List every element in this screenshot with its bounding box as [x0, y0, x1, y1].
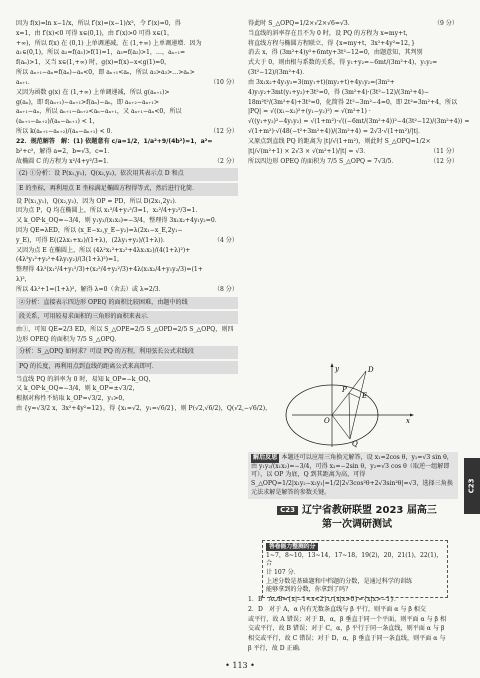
text-line [248, 138, 458, 147]
exam-title-line2: 第一次调研测试 [322, 518, 392, 530]
text-line [16, 405, 272, 414]
line-text: x=1，由 f′(x)<0 可得 x∈(0,1)，由 f′(x)>0 可得 x∈(1， [16, 29, 174, 37]
line-text: |PQ| = √((x₁−x₂)²+(y₁−y₂)²) = √(m²+1) · [248, 108, 371, 116]
text-line [16, 266, 238, 275]
line-text: 1．B A∪B={x|−1<x<2}∪{x|x>0}={x|x>−1}． [248, 596, 401, 603]
text-line [16, 183, 238, 196]
text-line [248, 148, 458, 157]
text-line [16, 395, 238, 404]
label-p: P [342, 386, 347, 394]
line-text: 因为 QE=λED，所以 (x_E−x₂,y_E−y₂)=λ(2x₁−x_E,2y₁− [16, 227, 183, 234]
line-text: 当直线的斜率存在且不为 0 时，设 PQ 的方程为 x=my+t， [248, 29, 412, 37]
line-text: (3t²−12)/(3m²+4)． [248, 69, 309, 77]
label-y: y [335, 365, 339, 373]
line-text: 又因为函数 g(x) 在 (1,+∞) 上单调递减，所以 g(aₙ₊₁)> [16, 88, 170, 96]
text-line [16, 256, 238, 265]
text-line [248, 645, 460, 654]
summary-line: 上述分数是基础题和中档题的分数，是通过科学的训练 [266, 577, 413, 585]
score-summary-box [262, 540, 448, 598]
page-number: • 113 • [225, 661, 255, 670]
text-line [16, 158, 238, 167]
exam-badge: C23 [277, 506, 298, 515]
line-text: y_E)，可得 E((2λx₁+x₂)/(1+λ)，(2λy₁+y₂)/(1+λ))． [16, 236, 169, 244]
label-o: O [324, 417, 330, 425]
text-line [16, 138, 238, 147]
line-text: g(aₙ)，即 f(aₙ₊₁)−aₙ₊₁>f(aₙ)−aₙ，即 aₙ₊₂−aₙ₊₁> [16, 98, 159, 106]
line-text: √(1+m²)·√(48(−t²+3m²+4))/(3m²+4) = 2√3·√(1+m²)/|t|． [248, 128, 425, 136]
exam-title [262, 504, 452, 531]
text-line [16, 376, 238, 385]
segment-oq [332, 415, 350, 439]
text-line [248, 79, 458, 88]
score-label: （4 分） [213, 236, 238, 244]
score-label: （12 分） [430, 157, 458, 165]
label-x: x [406, 417, 410, 425]
text-line [248, 635, 460, 644]
line-text: 因为点 P，Q 均在椭圆上，所以 x₁²/4+y₁²/3=1，x₂²/4+y₂²/3=1． [16, 207, 202, 215]
text-line [16, 247, 238, 256]
text-line [248, 99, 458, 108]
line-text: ②分析：直接表示四边形 OPEQ 的面积比较困难，由题中的线 [19, 298, 188, 306]
text-line [16, 108, 238, 117]
line-text: 设 P(x₁,y₁)，Q(x₂,y₂)，因为 OP = PD，所以 D(2x₁,2y₁)． [16, 197, 181, 205]
text-line [16, 30, 238, 39]
line-text: 相交或平行，故 C 错误；对于 D，α，β 垂直于同一条直线，则平面 α 与 [248, 635, 446, 643]
score-label: （11 分） [430, 147, 458, 155]
line-text: 2．D 对于 A，α 内有无数条直线与 β 平行，则平面 α 与 β 相交 [248, 605, 426, 613]
text-line [16, 311, 238, 324]
text-line [248, 59, 458, 68]
line-text: 由 3x₁x₂+4y₁y₂=3(my₁+t)(my₂+t)+4y₁y₂=(3m²+ [248, 78, 395, 86]
line-text: 整理得 4λ²(x₁²/4+y₁²/3)+(x₂²/4+y₂²/3)+4λ(x₁x₂/4+y₁y₂/3)=(1+ [16, 266, 203, 274]
summary-line: 1~7，8~10，13~14，17~18，19(2)，20，21(1)，22(1)，合 [266, 551, 443, 568]
text-line [16, 326, 238, 335]
label-e: E [362, 392, 368, 400]
line-text: +∞)，所以 f(x) 在 (0,1) 上单调递减，在 (1,+∞) 上单调递增．因为 [16, 39, 202, 47]
text-line [16, 385, 238, 394]
line-text: 所以 k(aₙ₊₁−aₙ₊₂)/(aₙ−aₙ₊₁) < 0． [16, 128, 117, 136]
text-line [16, 118, 238, 127]
text-line [16, 237, 238, 246]
text-line [248, 596, 460, 605]
line-text: (2) ①分析：设 P(x₁,y₁)，Q(x₂,y₂)，依次用其表示点 D 和点 [19, 170, 184, 178]
reflection-box [248, 452, 458, 499]
line-text: 交或平行，故 B 错误；对于 C，α，β 平行于同一条直线，则平面 α 与 β [248, 625, 445, 633]
line-text: 得此时 S_△OPQ=1/2×√2×√6=√3． [248, 20, 354, 27]
text-line [16, 336, 238, 345]
text-line [16, 99, 238, 108]
line-text: (4λ²y₁²+y₂²+4λy₁y₂)/(3(1+λ)²)=1， [16, 256, 124, 264]
text-line [16, 148, 238, 157]
text-line [16, 49, 238, 58]
line-text: (aₙ₊₁−aₙ₊₂)/(aₙ−aₙ₊₁) < 1， [16, 118, 99, 126]
text-line [16, 128, 238, 137]
text-line [248, 128, 458, 137]
text-line [16, 227, 238, 236]
line-text: 22．规范解答 解：(1) 依题意有 c/a=1/2，1/a²+9/(4b²)=1，a²= [16, 137, 213, 145]
text-line [248, 30, 458, 39]
text-line [16, 89, 238, 98]
line-text: 式大于 0，则由根与系数的关系，得 y₁+y₂=−6mt/(3m²+4)，y₁y₂= [248, 59, 438, 67]
segment-pe [349, 393, 360, 398]
line-text: β 平行，故 D 正确． [248, 645, 305, 653]
text-line [248, 89, 458, 98]
text-line [16, 297, 238, 310]
text-line [248, 118, 470, 127]
text-line [16, 40, 238, 49]
text-line [16, 59, 238, 68]
line-text: 当直线 PQ 的斜率为 0 时，易知 k_OP=−k_OQ， [16, 375, 155, 383]
text-line [16, 79, 238, 88]
line-text: f(aₙ)>1，又当 x∈(1,+∞) 时，g(x)=f(x)−x<g(1)=0， [16, 59, 171, 67]
line-text: λ)²， [16, 276, 31, 284]
line-text: aₙ₊₁． [16, 78, 35, 86]
score-label: （8 分） [213, 285, 238, 293]
y-axis-arrow [331, 363, 334, 367]
label-d: D [368, 366, 374, 374]
text-line [248, 158, 458, 167]
text-line [16, 361, 238, 374]
line-text: 又原点到直线 PQ 的距离为 |t|/√(1+m²)，则此时 S_△OPQ=1/2× [248, 137, 431, 145]
reflection-text: 本题还可以应用三角换元解答，设 x₁=2cos θ，y₁=√3 sin θ，由 y₁y₂/(x₁x₂)=−3/4，可得 x₂=−2sin θ，y₂=√3 cos θ（取逆一组解即可），以 OP 为底，Q 到其距离为高，可得 S_△OPQ=1/2|x₁y₂−x₂y₁|=1/2|2√3cos²θ+2√3sin²θ|=√3，选择三角换元法求解是解答的参数关键。 [251, 454, 453, 496]
summary-line: 能够拿到的分数，你拿到了吗？ [266, 586, 352, 594]
line-text: 所以 aₙ₊₁−aₙ=f(aₙ)−aₙ<0，即 aₙ₊₁<aₙ，所以 a₂>a₃>…>aₙ> [16, 69, 195, 77]
side-tab: C23 [464, 458, 480, 514]
text-line [16, 286, 238, 295]
line-text: E 的坐标，再利用点 E 坐标满足椭圆方程得等式，然后进行化简． [19, 184, 199, 192]
line-text: 边形 OPEQ 的面积为 7/5 S_△OPQ． [16, 335, 121, 343]
line-text: PQ 的长度，再利用点到直线的距离公式来高即可． [19, 363, 159, 370]
text-line [16, 217, 238, 226]
line-text: 或平行，故 A 错误；对于 B，α，β 垂直于同一个平面，则平面 α 与 β 相 [248, 615, 447, 623]
score-label: （2 分） [213, 157, 238, 165]
answers-section [248, 596, 460, 655]
line-text: 4)y₁y₂+3mt(y₁+y₂)+3t²=0，得 (3m²+4)·(3t²−12)/(3m²+4)− [248, 88, 430, 96]
text-line [248, 606, 460, 615]
line-text: 因为 f(x)=ln x−1/x，所以 f′(x)=(x−1)/x²，令 f′(x)=0，得 [16, 20, 181, 27]
text-line [248, 20, 458, 29]
line-text: 所以 4λ²+1=(1+λ)²，解得 λ=0（舍去）或 λ=2/3． [16, 285, 165, 293]
line-text: 根据对称性不妨取 k_OP=√3/2，y₁>0， [16, 395, 129, 403]
summary-title: 答卷能力整测的分 [266, 543, 318, 551]
line-text: 将直线方程与椭圆方程联立，得 {x=my+t，3x²+4y²=12，} [248, 39, 415, 47]
text-line [248, 69, 458, 78]
text-line [248, 108, 458, 117]
left-column [16, 20, 272, 415]
text-line [16, 168, 238, 181]
score-label: （10 分） [210, 78, 238, 86]
text-line [248, 49, 458, 58]
right-column [248, 20, 470, 167]
text-line [248, 616, 460, 625]
summary-line: 计 107 分． [266, 568, 300, 576]
line-text: a₁∈(0,1)，所以 a₂=f(a₁)>f(1)=1，a₃=f(a₂)>1，…，aₙ₊₁= [16, 49, 186, 57]
line-text: 18m²t²/(3m²+4)+3t²=0，化简得 2t²−3m²−4=0，即 2t²=3m²+4，所以 [248, 98, 458, 106]
score-label: （12 分） [210, 128, 238, 136]
text-line [248, 40, 458, 49]
line-text: 消去 x，得 (3m²+4)y²+6mty+3t²−12=0，由题意知，其判别 [248, 49, 423, 57]
line-text: 所以四边形 OPEQ 的面积为 7/5 S_△OPQ = 7√3/5． [248, 157, 398, 165]
line-text: b²+c²，解得 a=2，b=√3，c=1． [16, 147, 114, 155]
text-line [248, 625, 460, 634]
label-q: Q [352, 440, 358, 448]
line-text: 分析：S_△OPQ 如何求？可设 PQ 的方程，利用弦长公式求线段 [19, 348, 194, 356]
text-line [16, 207, 238, 216]
reflection-tag: 解后反思 [253, 454, 278, 461]
segment-pq [349, 393, 350, 439]
line-text: 由①，可知 QE=2/3 ED，所以 S_△OPE=2/5 S_△OPD=2/5 S_△OPQ，则四 [16, 325, 234, 333]
line-text: 故椭圆 C 的方程为 x²/4+y²/3=1． [16, 157, 113, 165]
line-text: 又 k_OP·k_OQ=−3/4，则 k_OP=±√3/2， [16, 385, 139, 393]
line-text: aₙ₊₁−aₙ，所以 aₙ₊₁−aₙ₊₂<aₙ−aₙ₊₁，又 aₙ₊₁−aₙ<0，所以 [16, 108, 182, 116]
ellipse-figure [292, 363, 414, 449]
text-line [16, 69, 238, 78]
line-text: √((y₁+y₂)²−4y₁y₂) = √(1+m²)·√((−6mt/(3m²+4))²−4(3t²−12)/(3m²+4)) = [248, 118, 470, 126]
text-line [16, 346, 238, 359]
exam-title-line1: 辽宁省教研联盟 2023 届高三 [302, 505, 437, 516]
line-text: |t|/√(m²+1) × 2√3 × √(m²+1)/|t| = √3． [248, 147, 370, 155]
line-text: 又因为点 E 在椭圆上，所以 (4λ²x₁²+x₂²+4λx₁x₂)/(4(1+λ)²)+ [16, 246, 191, 254]
line-text: 又 k_OP·k_OQ=−3/4，则 y₁y₂/(x₁x₂)=−3/4，整理得 3x₁x₂+4y₁y₂=0． [16, 217, 221, 225]
text-line [16, 276, 238, 285]
line-text: 段关系，可用较易求面积的三角形的面积来表示． [19, 313, 154, 321]
text-line [16, 198, 238, 207]
text-line [16, 20, 238, 29]
line-text: 由 {y=√3/2 x，3x²+4y²=12}，得 {x₁=√2，y₁=√6/2}，则 P(√2,√6/2)，Q(√2,−√6/2)， [16, 405, 272, 413]
score-label: （9 分） [433, 20, 458, 27]
x-axis-arrow [410, 414, 414, 417]
